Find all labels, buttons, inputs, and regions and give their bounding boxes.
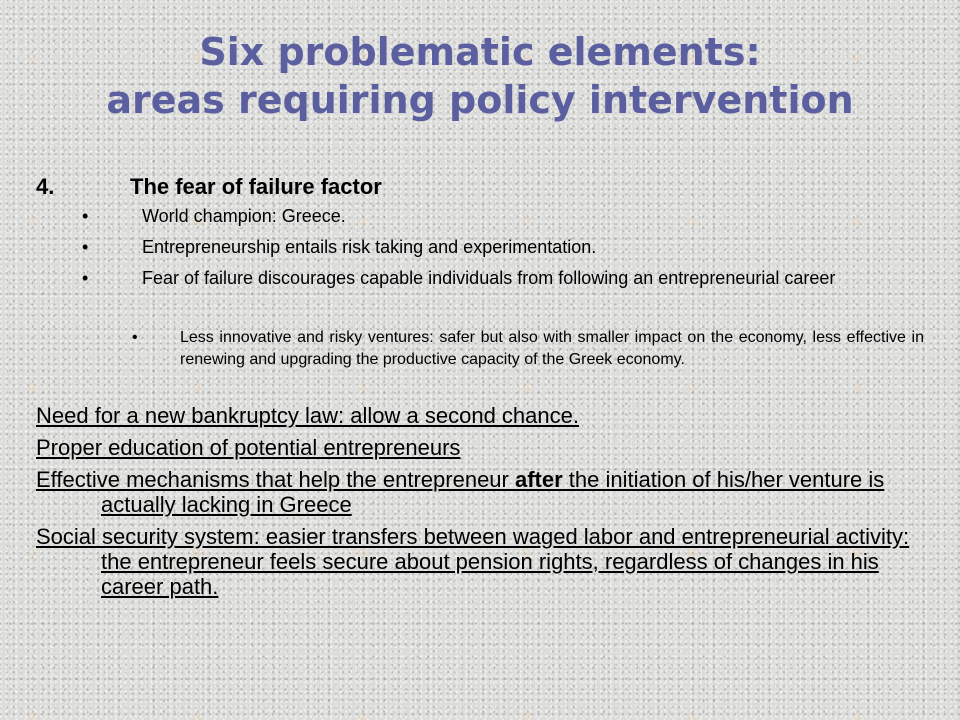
title-line-1: Six problematic elements:	[199, 30, 761, 74]
list-item	[82, 267, 924, 290]
section-number: 4.	[36, 174, 55, 199]
recommendation-text: Effective mechanisms that help the entrepreneur	[36, 467, 515, 492]
section-heading	[36, 174, 916, 200]
recommendation-list	[36, 403, 926, 606]
recommendation-bankruptcy-law[interactable]: Need for a new bankruptcy law: allow a second chance.	[36, 403, 579, 428]
emphasis-after: after	[514, 467, 563, 492]
bullet-icon: •	[82, 237, 89, 257]
title-line-2: areas requiring policy intervention	[106, 78, 854, 122]
list-item	[82, 236, 924, 259]
section-heading-text: The fear of failure factor	[130, 174, 382, 199]
bullet-icon: •	[82, 206, 89, 226]
bullet-text: Entrepreneurship entails risk taking and experimentation.	[142, 237, 597, 257]
list-item	[132, 327, 924, 371]
bullet-text: World champion: Greece.	[142, 206, 346, 226]
sub-bullet-list	[132, 327, 924, 371]
recommendation-mechanisms[interactable]	[36, 467, 926, 517]
recommendation-text: the initiation of his/her venture is actually lacking in Greece	[101, 467, 885, 517]
sub-bullet-text: Less innovative and risky ventures: safer but also with smaller impact on the economy, less effective in renewing and upgrading the productive capacity of the Greek economy.	[180, 329, 924, 368]
recommendation-education[interactable]: Proper education of potential entrepreneurs	[36, 435, 461, 460]
bullet-icon: •	[132, 329, 138, 346]
bullet-icon: •	[82, 268, 89, 288]
list-item	[82, 205, 924, 228]
slide-title	[0, 28, 960, 124]
recommendation-social-security[interactable]: Social security system: easier transfers between waged labor and entrepreneurial activity: the entrepreneur feels secure about pension rights, regardless of changes in his career path.	[36, 524, 910, 599]
bullet-list	[82, 205, 924, 298]
bullet-text: Fear of failure discourages capable individuals from following an entrepreneurial career	[142, 268, 836, 288]
